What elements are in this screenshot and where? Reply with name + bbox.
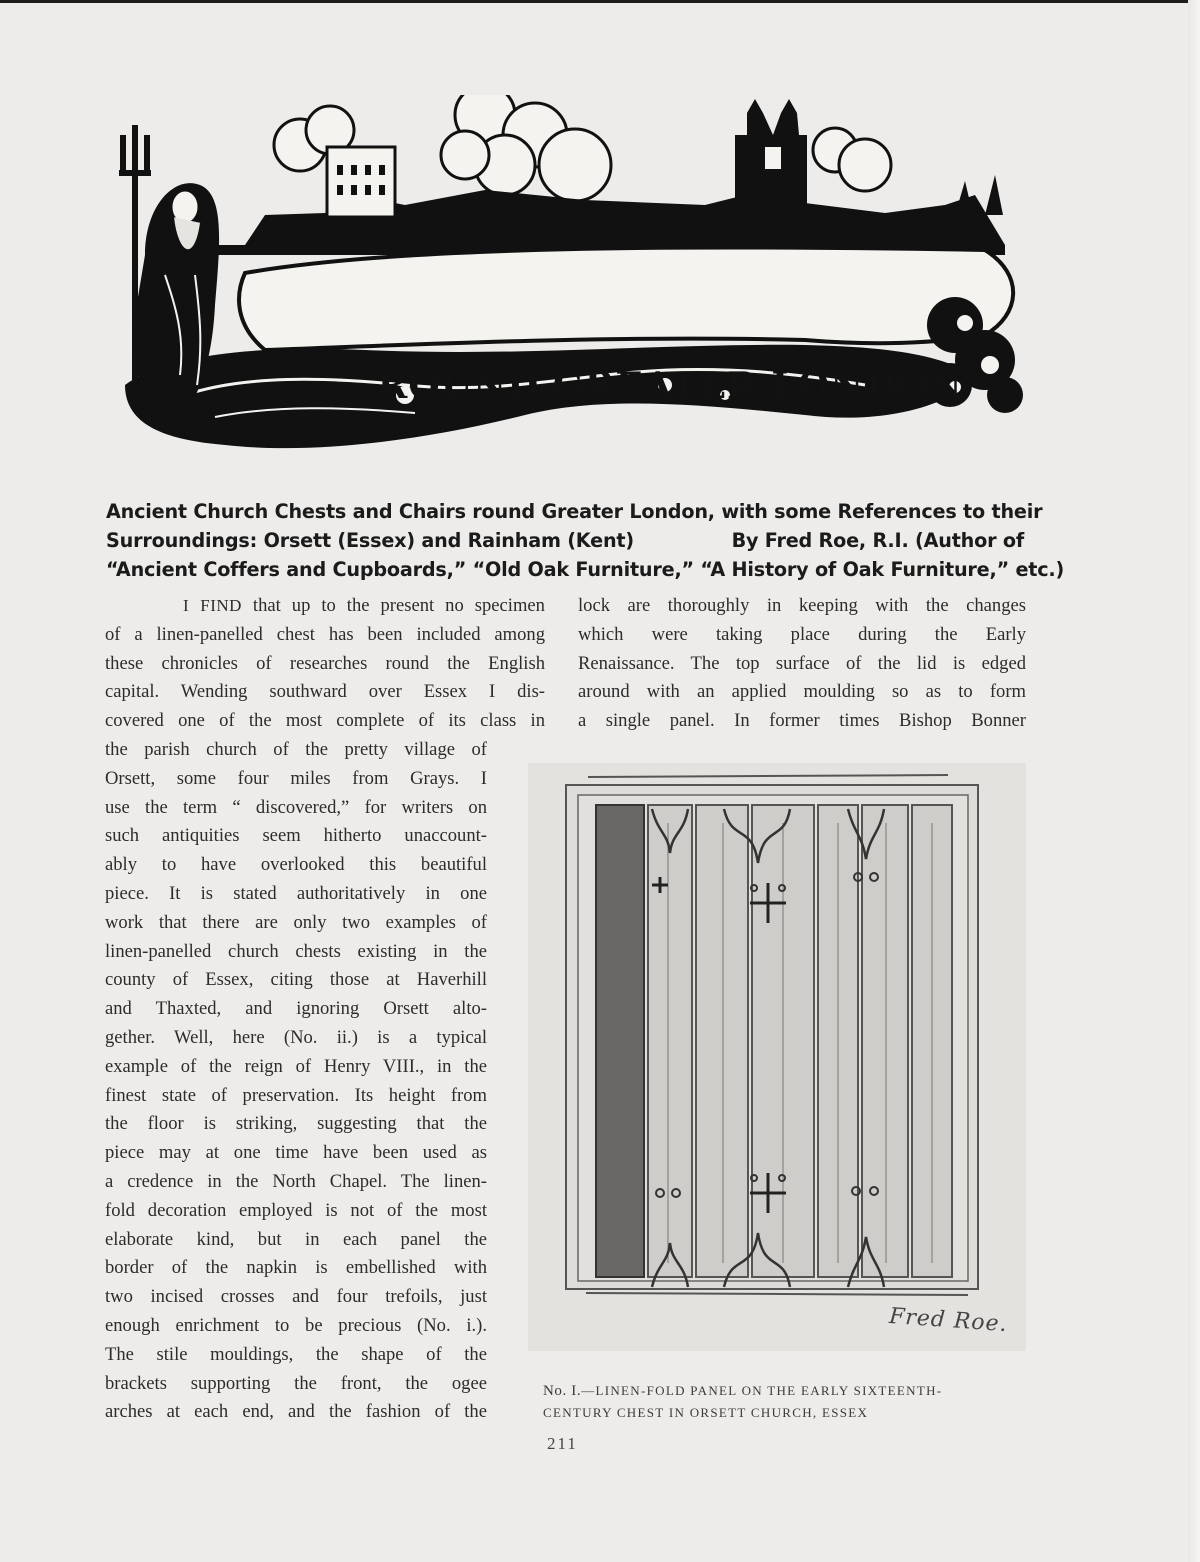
article-column-left-bottom bbox=[105, 736, 487, 1427]
paragraph-line: county of Essex, citing those at Haverhill bbox=[105, 969, 487, 991]
page-right-edge bbox=[1188, 0, 1200, 1562]
paragraph-line: example of the reign of Henry VIII., in the bbox=[105, 1055, 487, 1077]
article-column-right-top bbox=[578, 592, 1026, 736]
paragraph-line: and Thaxted, and ignoring Orsett alto- bbox=[105, 998, 487, 1020]
paragraph-line: such antiquities seem hitherto unaccount- bbox=[105, 825, 487, 847]
paragraph-line: the parish church of the pretty village of bbox=[105, 739, 487, 760]
paragraph-line: around with an applied moulding so as to form bbox=[578, 681, 1026, 703]
paragraph-line: piece. It is stated authoritatively in one bbox=[105, 882, 487, 904]
artist-signature: Fred Roe. bbox=[888, 1303, 1009, 1338]
article-column-left-top bbox=[105, 592, 545, 736]
header-banner bbox=[105, 95, 1025, 460]
paragraph-line: use the term “ discovered,” for writers on bbox=[105, 796, 487, 818]
paragraph-line: capital. Wending southward over Essex I dis- bbox=[105, 681, 545, 703]
caption-number: No. I. bbox=[543, 1383, 582, 1399]
paragraph-line: two incised crosses and four trefoils, just bbox=[105, 1286, 487, 1308]
opening-line-rest: that up to the present no specimen bbox=[241, 595, 545, 616]
paragraph-line: gether. Well, here (No. ii.) is a typical bbox=[105, 1026, 487, 1048]
page-top-edge bbox=[0, 0, 1200, 3]
caption-line-2: CENTURY CHEST IN ORSETT CHURCH, ESSEX bbox=[543, 1405, 869, 1420]
paragraph-line: ably to have overlooked this beautiful bbox=[105, 854, 487, 876]
subheading-places: Surroundings: Orsett (Essex) and Rainham (Kent) bbox=[106, 529, 634, 552]
figure-linenfold-panel bbox=[528, 763, 1026, 1351]
paragraph-line: Renaissance. The top surface of the lid is edged bbox=[578, 652, 1026, 674]
page-number: 211 bbox=[547, 1434, 578, 1453]
article-subheading bbox=[106, 497, 1065, 584]
paragraph-line: border of the napkin is embellished with bbox=[105, 1257, 487, 1279]
paragraph-line: of a linen-panelled chest has been included among bbox=[105, 623, 545, 645]
subheading-line-1: Ancient Church Chests and Chairs round Greater London, with some References to their bbox=[106, 500, 1043, 523]
paragraph-line: finest state of preservation. Its height from bbox=[105, 1084, 487, 1106]
paragraph-line: covered one of the most complete of its class in bbox=[105, 710, 545, 732]
paragraph-line: fold decoration employed is not of the most bbox=[105, 1199, 487, 1221]
linenfold-panel-drawing bbox=[528, 763, 1026, 1351]
paragraph-line: work that there are only two examples of bbox=[105, 911, 487, 933]
paragraph-line: brackets supporting the front, the ogee bbox=[105, 1372, 487, 1394]
paragraph-line: linen-panelled church chests existing in the bbox=[105, 940, 487, 962]
paragraph-line: enough enrichment to be precious (No. i.). bbox=[105, 1314, 487, 1336]
paragraph-line: a single panel. In former times Bishop Bonner bbox=[578, 710, 1026, 732]
paragraph-line: the floor is striking, suggesting that the bbox=[105, 1113, 487, 1135]
paragraph-line: elaborate kind, but in each panel the bbox=[105, 1228, 487, 1250]
banner-title: ROUND GREATER LONDON bbox=[377, 365, 963, 407]
subheading-byline: By Fred Roe, R.I. (Author of bbox=[731, 529, 1024, 552]
paragraph-line: The stile mouldings, the shape of the bbox=[105, 1343, 487, 1365]
paragraph-line: which were taking place during the Early bbox=[578, 623, 1026, 645]
paragraph-line: Orsett, some four miles from Grays. I bbox=[105, 767, 487, 789]
paragraph-line: arches at each end, and the fashion of the bbox=[105, 1401, 487, 1423]
figure-caption bbox=[543, 1380, 993, 1423]
paragraph-line: lock are thoroughly in keeping with the changes bbox=[578, 595, 1026, 616]
paragraph-line bbox=[105, 592, 545, 621]
opening-words: I FIND bbox=[183, 596, 242, 615]
paragraph-line: these chronicles of researches round the English bbox=[105, 652, 545, 674]
subheading-line-3: “Ancient Coffers and Cupboards,” “Old Oak Furniture,” “A History of Oak Furniture,” etc.) bbox=[106, 558, 1065, 581]
paragraph-line: piece may at one time have been used as bbox=[105, 1142, 487, 1164]
subheading-line-2 bbox=[106, 526, 1024, 555]
paragraph-line: a credence in the North Chapel. The linen- bbox=[105, 1170, 487, 1192]
caption-line-1: —LINEN-FOLD PANEL ON THE EARLY SIXTEENTH- bbox=[581, 1383, 943, 1398]
